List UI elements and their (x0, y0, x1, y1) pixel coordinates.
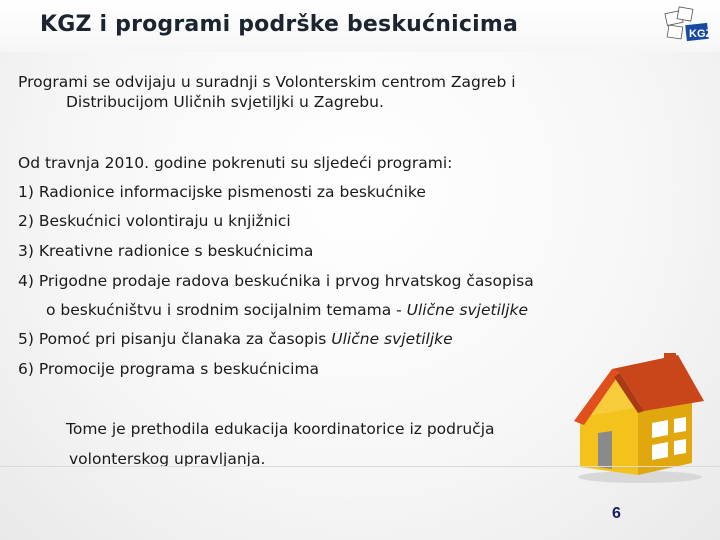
program-item-4: 4) Prigodne prodaje radova beskućnika i prvog hrvatskog časopisa (18, 272, 534, 290)
intro-line-2: Distribucijom Uličnih svjetiljki u Zagrebu. (66, 93, 384, 111)
program-item-6: 6) Promocije programa s beskućnicima (18, 360, 320, 378)
program-item-5-title: Ulične svjetiljke (331, 330, 453, 348)
program-item-5-text: 5) Pomoć pri pisanju članaka za časopis (18, 330, 332, 348)
intro-line-1: Programi se odvijaju u suradnji s Volonterskim centrom Zagreb i (18, 73, 516, 91)
program-item-2: 2) Beskućnici volontiraju u knjižnici (18, 212, 291, 230)
page-number: 6 (612, 505, 621, 522)
house-illustration (560, 345, 710, 485)
education-line-2: volonterskog upravljanja. (69, 450, 266, 468)
programs-heading: Od travnja 2010. godine pokrenuti su sljedeći programi: (18, 154, 453, 172)
footer-divider (0, 466, 720, 467)
slide-title: KGZ i programi podrške beskućnicima (40, 12, 519, 37)
program-item-4-continuation (46, 300, 528, 320)
svg-text:KGZ: KGZ (689, 28, 712, 40)
program-item-3: 3) Kreativne radionice s beskućnicima (18, 242, 314, 260)
program-item-4-cont-text: o beskućništvu i srodnim socijalnim temama - (46, 301, 407, 319)
education-line-1: Tome je prethodila edukacija koordinatorice iz područja (66, 420, 495, 438)
program-item-4-cont-title: Ulične svjetiljke (406, 301, 529, 319)
program-item-5 (18, 329, 453, 349)
program-item-1: 1) Radionice informacijske pismenosti za beskućnike (18, 183, 426, 201)
